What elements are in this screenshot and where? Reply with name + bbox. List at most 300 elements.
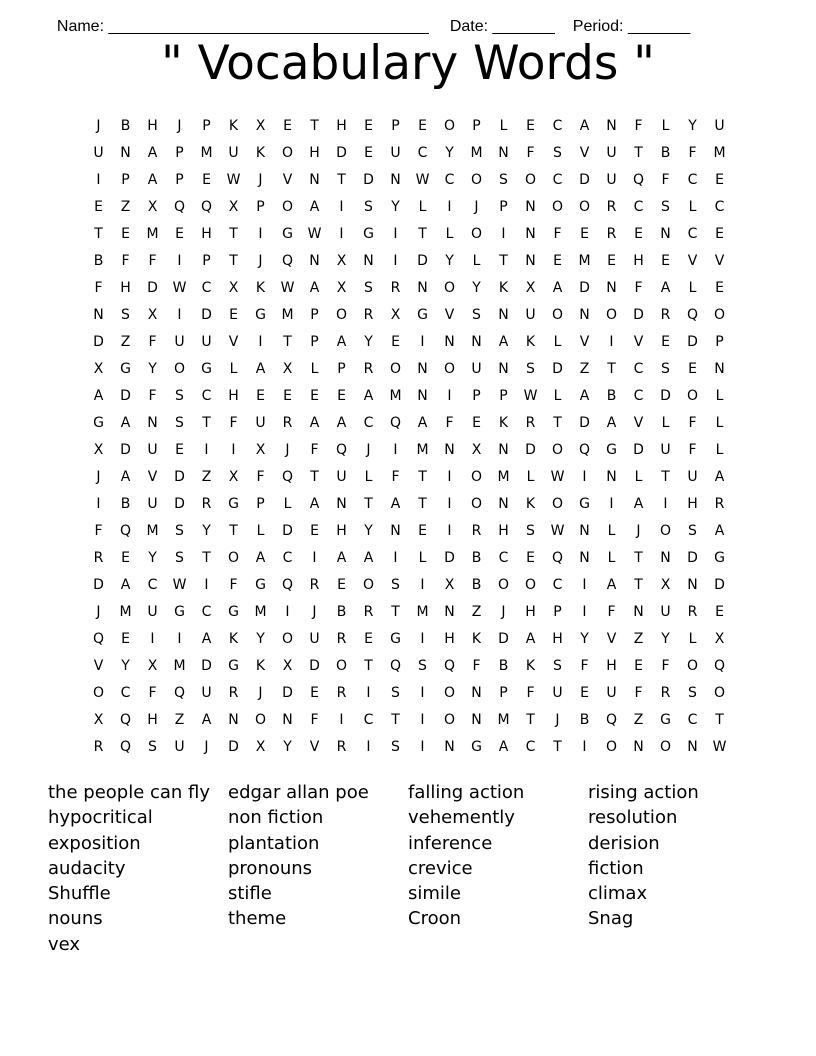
grid-letter[interactable]: M [497, 712, 510, 728]
grid-letter[interactable]: C [363, 712, 374, 728]
grid-letter[interactable]: A [579, 118, 590, 134]
grid-letter[interactable]: Y [364, 334, 373, 350]
grid-letter[interactable]: N [417, 280, 428, 296]
grid-letter[interactable]: O [389, 361, 402, 377]
grid-letter[interactable]: Y [661, 631, 670, 647]
grid-letter[interactable]: E [472, 415, 481, 431]
grid-letter[interactable]: L [418, 550, 427, 566]
grid-letter[interactable]: O [686, 388, 699, 404]
grid-letter[interactable]: I [366, 685, 371, 701]
grid-letter[interactable]: D [498, 631, 509, 647]
grid-letter[interactable]: O [92, 685, 105, 701]
grid-letter[interactable]: N [309, 172, 320, 188]
grid-letter[interactable]: E [121, 226, 130, 242]
grid-letter[interactable]: S [175, 388, 184, 404]
grid-letter[interactable]: X [255, 442, 266, 458]
grid-letter[interactable]: R [714, 496, 725, 512]
grid-letter[interactable]: S [688, 523, 697, 539]
grid-letter[interactable]: S [661, 361, 670, 377]
grid-letter[interactable]: C [552, 172, 563, 188]
grid-letter[interactable]: K [525, 658, 536, 674]
grid-letter[interactable]: A [336, 334, 347, 350]
grid-letter[interactable]: N [444, 739, 455, 755]
grid-letter[interactable]: V [633, 334, 644, 350]
grid-letter[interactable]: I [393, 253, 398, 269]
grid-letter[interactable]: X [147, 307, 158, 323]
grid-letter[interactable]: W [712, 739, 727, 755]
grid-letter[interactable]: A [525, 631, 536, 647]
grid-letter[interactable]: C [417, 145, 428, 161]
grid-letter[interactable]: E [580, 685, 589, 701]
grid-letter[interactable]: M [497, 469, 510, 485]
grid-letter[interactable]: C [498, 550, 509, 566]
grid-letter[interactable]: Z [633, 631, 644, 647]
grid-letter[interactable]: N [660, 550, 671, 566]
grid-letter[interactable]: Q [119, 739, 132, 755]
grid-letter[interactable]: T [337, 172, 346, 188]
grid-letter[interactable]: Z [201, 469, 212, 485]
grid-letter[interactable]: L [553, 334, 562, 350]
grid-letter[interactable]: E [121, 631, 130, 647]
grid-letter[interactable]: M [200, 145, 213, 161]
grid-letter[interactable]: H [444, 631, 455, 647]
grid-letter[interactable]: Q [281, 253, 294, 269]
grid-letter[interactable]: R [201, 496, 212, 512]
grid-letter[interactable]: A [660, 280, 671, 296]
grid-letter[interactable]: G [228, 496, 239, 512]
grid-letter[interactable]: Q [389, 415, 402, 431]
grid-letter[interactable]: I [420, 685, 425, 701]
grid-letter[interactable]: R [228, 685, 239, 701]
grid-letter[interactable]: Y [688, 118, 697, 134]
grid-letter[interactable]: L [661, 415, 670, 431]
grid-letter[interactable]: N [633, 739, 644, 755]
grid-letter[interactable]: B [579, 712, 590, 728]
grid-letter[interactable]: Q [92, 631, 105, 647]
grid-letter[interactable]: D [687, 550, 698, 566]
grid-letter[interactable]: Z [579, 361, 590, 377]
grid-letter[interactable]: O [551, 199, 564, 215]
grid-letter[interactable]: U [606, 145, 617, 161]
grid-letter[interactable]: P [256, 199, 265, 215]
grid-letter[interactable]: Y [121, 658, 130, 674]
grid-letter[interactable]: M [416, 442, 429, 458]
grid-letter[interactable]: I [393, 442, 398, 458]
grid-letter[interactable]: Q [389, 658, 402, 674]
grid-letter[interactable]: D [201, 307, 212, 323]
grid-letter[interactable]: A [120, 415, 131, 431]
grid-letter[interactable]: R [660, 307, 671, 323]
grid-letter[interactable]: D [174, 469, 185, 485]
grid-letter[interactable]: G [255, 577, 266, 593]
grid-letter[interactable]: X [93, 442, 104, 458]
grid-letter[interactable]: Y [148, 361, 157, 377]
grid-letter[interactable]: T [391, 712, 400, 728]
grid-letter[interactable]: T [634, 577, 643, 593]
grid-letter[interactable]: U [660, 442, 671, 458]
grid-letter[interactable]: F [607, 604, 616, 620]
grid-letter[interactable]: B [120, 496, 131, 512]
grid-letter[interactable]: L [526, 469, 535, 485]
grid-letter[interactable]: T [418, 496, 427, 512]
grid-letter[interactable]: I [177, 307, 182, 323]
grid-letter[interactable]: U [147, 496, 158, 512]
grid-letter[interactable]: U [228, 145, 239, 161]
grid-letter[interactable]: D [363, 172, 374, 188]
grid-letter[interactable]: O [443, 118, 456, 134]
grid-letter[interactable]: G [174, 604, 185, 620]
grid-letter[interactable]: J [96, 118, 101, 134]
grid-letter[interactable]: D [417, 253, 428, 269]
grid-letter[interactable]: V [282, 172, 293, 188]
grid-letter[interactable]: K [228, 118, 239, 134]
grid-letter[interactable]: D [687, 334, 698, 350]
grid-letter[interactable]: D [579, 172, 590, 188]
grid-letter[interactable]: O [686, 658, 699, 674]
grid-letter[interactable]: D [228, 739, 239, 755]
grid-letter[interactable]: Y [445, 253, 454, 269]
grid-letter[interactable]: I [447, 469, 452, 485]
grid-letter[interactable]: F [688, 442, 697, 458]
grid-letter[interactable]: N [606, 118, 617, 134]
grid-letter[interactable]: J [96, 604, 101, 620]
grid-letter[interactable]: N [390, 172, 401, 188]
grid-letter[interactable]: I [393, 226, 398, 242]
grid-letter[interactable]: K [471, 631, 482, 647]
grid-letter[interactable]: L [283, 496, 292, 512]
grid-letter[interactable]: P [499, 388, 508, 404]
grid-letter[interactable]: F [580, 658, 589, 674]
grid-letter[interactable]: E [661, 253, 670, 269]
grid-letter[interactable]: X [255, 118, 266, 134]
grid-letter[interactable]: X [147, 199, 158, 215]
grid-letter[interactable]: M [146, 226, 159, 242]
grid-letter[interactable]: T [715, 712, 724, 728]
grid-letter[interactable]: P [202, 118, 211, 134]
grid-letter[interactable]: W [280, 280, 295, 296]
grid-letter[interactable]: E [283, 118, 292, 134]
grid-letter[interactable]: P [202, 253, 211, 269]
grid-letter[interactable]: A [714, 523, 725, 539]
grid-letter[interactable]: N [606, 469, 617, 485]
grid-letter[interactable]: E [202, 172, 211, 188]
grid-letter[interactable]: D [714, 577, 725, 593]
grid-letter[interactable]: N [633, 604, 644, 620]
grid-letter[interactable]: B [93, 253, 104, 269]
grid-letter[interactable]: L [418, 199, 427, 215]
grid-letter[interactable]: O [713, 307, 726, 323]
grid-letter[interactable]: N [525, 199, 536, 215]
grid-letter[interactable]: A [363, 550, 374, 566]
grid-letter[interactable]: H [336, 118, 347, 134]
grid-letter[interactable]: Y [391, 199, 400, 215]
grid-letter[interactable]: U [201, 685, 212, 701]
grid-letter[interactable]: E [526, 118, 535, 134]
grid-letter[interactable]: N [498, 442, 509, 458]
grid-letter[interactable]: Q [119, 712, 132, 728]
name-field-label[interactable]: Name: ____________________________________ [56, 18, 429, 35]
grid-letter[interactable]: I [447, 388, 452, 404]
grid-letter[interactable]: A [498, 739, 509, 755]
grid-letter[interactable]: N [444, 334, 455, 350]
grid-letter[interactable]: F [94, 280, 103, 296]
grid-letter[interactable]: J [285, 442, 290, 458]
grid-letter[interactable]: X [471, 442, 482, 458]
grid-letter[interactable]: P [472, 388, 481, 404]
grid-letter[interactable]: D [120, 388, 131, 404]
grid-letter[interactable]: O [551, 442, 564, 458]
grid-letter[interactable]: E [310, 685, 319, 701]
grid-letter[interactable]: V [606, 631, 617, 647]
grid-letter[interactable]: I [582, 739, 587, 755]
grid-letter[interactable]: A [606, 415, 617, 431]
grid-letter[interactable]: L [688, 199, 697, 215]
grid-letter[interactable]: F [553, 226, 562, 242]
grid-letter[interactable]: S [391, 685, 400, 701]
grid-letter[interactable]: F [310, 442, 319, 458]
grid-letter[interactable]: W [415, 172, 430, 188]
grid-letter[interactable]: A [714, 469, 725, 485]
grid-letter[interactable]: D [525, 442, 536, 458]
grid-letter[interactable]: D [147, 280, 158, 296]
grid-letter[interactable]: K [498, 415, 509, 431]
grid-letter[interactable]: S [364, 280, 373, 296]
grid-letter[interactable]: T [94, 226, 103, 242]
grid-letter[interactable]: K [255, 280, 266, 296]
grid-letter[interactable]: S [688, 685, 697, 701]
grid-letter[interactable]: Y [256, 631, 265, 647]
grid-letter[interactable]: R [660, 685, 671, 701]
grid-letter[interactable]: E [337, 577, 346, 593]
grid-letter[interactable]: U [255, 415, 266, 431]
grid-letter[interactable]: X [228, 280, 239, 296]
grid-letter[interactable]: S [364, 199, 373, 215]
grid-letter[interactable]: I [177, 631, 182, 647]
grid-letter[interactable]: B [660, 145, 671, 161]
grid-letter[interactable]: X [282, 658, 293, 674]
grid-letter[interactable]: Z [633, 712, 644, 728]
grid-letter[interactable]: N [714, 361, 725, 377]
grid-letter[interactable]: C [444, 172, 455, 188]
grid-letter[interactable]: T [310, 118, 319, 134]
grid-letter[interactable]: U [201, 334, 212, 350]
grid-letter[interactable]: Q [443, 658, 456, 674]
grid-letter[interactable]: A [309, 415, 320, 431]
grid-letter[interactable]: V [147, 469, 158, 485]
grid-letter[interactable]: J [258, 253, 263, 269]
grid-letter[interactable]: E [175, 226, 184, 242]
grid-letter[interactable]: V [687, 253, 698, 269]
grid-letter[interactable]: S [526, 523, 535, 539]
grid-letter[interactable]: O [713, 685, 726, 701]
grid-letter[interactable]: C [633, 199, 644, 215]
grid-letter[interactable]: O [524, 577, 537, 593]
grid-letter[interactable]: Y [202, 523, 211, 539]
grid-letter[interactable]: I [366, 739, 371, 755]
grid-letter[interactable]: L [553, 388, 562, 404]
grid-letter[interactable]: F [445, 415, 454, 431]
grid-letter[interactable]: L [445, 226, 454, 242]
grid-letter[interactable]: U [525, 307, 536, 323]
grid-letter[interactable]: U [390, 145, 401, 161]
grid-letter[interactable]: E [418, 523, 427, 539]
grid-letter[interactable]: D [174, 496, 185, 512]
grid-letter[interactable]: G [660, 712, 671, 728]
grid-letter[interactable]: V [444, 307, 455, 323]
grid-letter[interactable]: R [282, 415, 293, 431]
grid-letter[interactable]: I [204, 577, 209, 593]
grid-letter[interactable]: N [498, 145, 509, 161]
grid-letter[interactable]: V [633, 415, 644, 431]
grid-letter[interactable]: T [202, 550, 211, 566]
grid-letter[interactable]: N [336, 496, 347, 512]
grid-letter[interactable]: I [663, 496, 668, 512]
grid-letter[interactable]: O [254, 712, 267, 728]
grid-letter[interactable]: W [523, 388, 538, 404]
grid-letter[interactable]: Q [281, 577, 294, 593]
grid-letter[interactable]: I [420, 712, 425, 728]
grid-letter[interactable]: N [660, 226, 671, 242]
grid-letter[interactable]: I [501, 226, 506, 242]
grid-letter[interactable]: X [525, 280, 536, 296]
grid-letter[interactable]: L [688, 631, 697, 647]
grid-letter[interactable]: W [172, 280, 187, 296]
grid-letter[interactable]: F [526, 145, 535, 161]
grid-letter[interactable]: E [715, 172, 724, 188]
grid-letter[interactable]: Q [605, 712, 618, 728]
grid-letter[interactable]: A [606, 577, 617, 593]
grid-letter[interactable]: S [553, 145, 562, 161]
grid-letter[interactable]: U [552, 685, 563, 701]
grid-letter[interactable]: Q [119, 523, 132, 539]
grid-letter[interactable]: N [282, 712, 293, 728]
grid-letter[interactable]: I [258, 226, 263, 242]
grid-letter[interactable]: C [687, 712, 698, 728]
grid-letter[interactable]: J [96, 469, 101, 485]
grid-letter[interactable]: D [633, 307, 644, 323]
grid-letter[interactable]: K [255, 145, 266, 161]
grid-letter[interactable]: I [285, 604, 290, 620]
grid-letter[interactable]: D [660, 388, 671, 404]
grid-letter[interactable]: M [146, 523, 159, 539]
grid-letter[interactable]: J [366, 442, 371, 458]
grid-letter[interactable]: F [148, 388, 157, 404]
grid-letter[interactable]: W [172, 577, 187, 593]
grid-letter[interactable]: A [336, 550, 347, 566]
grid-letter[interactable]: N [525, 253, 536, 269]
grid-letter[interactable]: I [420, 739, 425, 755]
grid-letter[interactable]: N [147, 415, 158, 431]
grid-letter[interactable]: F [229, 415, 238, 431]
grid-letter[interactable]: A [309, 199, 320, 215]
grid-letter[interactable]: S [175, 415, 184, 431]
grid-letter[interactable]: E [688, 361, 697, 377]
grid-letter[interactable]: L [310, 361, 319, 377]
grid-letter[interactable]: E [607, 253, 616, 269]
grid-letter[interactable]: E [364, 118, 373, 134]
grid-letter[interactable]: T [634, 550, 643, 566]
grid-letter[interactable]: O [551, 307, 564, 323]
grid-letter[interactable]: W [550, 469, 565, 485]
grid-letter[interactable]: Q [200, 199, 213, 215]
grid-letter[interactable]: T [634, 145, 643, 161]
grid-letter[interactable]: H [120, 280, 131, 296]
grid-letter[interactable]: S [553, 658, 562, 674]
grid-letter[interactable]: F [256, 469, 265, 485]
grid-letter[interactable]: P [175, 145, 184, 161]
grid-letter[interactable]: O [281, 145, 294, 161]
grid-letter[interactable]: M [173, 658, 186, 674]
grid-letter[interactable]: S [148, 739, 157, 755]
grid-letter[interactable]: F [634, 118, 643, 134]
grid-letter[interactable]: U [471, 361, 482, 377]
grid-letter[interactable]: D [579, 415, 590, 431]
grid-letter[interactable]: S [472, 307, 481, 323]
grid-letter[interactable]: U [687, 469, 698, 485]
grid-letter[interactable]: X [444, 577, 455, 593]
grid-letter[interactable]: M [119, 604, 132, 620]
grid-letter[interactable]: C [714, 199, 725, 215]
grid-letter[interactable]: P [121, 172, 130, 188]
grid-letter[interactable]: E [229, 307, 238, 323]
grid-letter[interactable]: P [472, 118, 481, 134]
grid-letter[interactable]: F [472, 658, 481, 674]
grid-letter[interactable]: E [94, 199, 103, 215]
grid-letter[interactable]: A [93, 388, 104, 404]
grid-letter[interactable]: E [283, 388, 292, 404]
grid-letter[interactable]: B [606, 388, 617, 404]
grid-letter[interactable]: L [688, 280, 697, 296]
grid-letter[interactable]: G [417, 307, 428, 323]
grid-letter[interactable]: I [339, 226, 344, 242]
grid-letter[interactable]: G [120, 361, 131, 377]
grid-letter[interactable]: H [498, 523, 509, 539]
grid-letter[interactable]: N [579, 550, 590, 566]
grid-letter[interactable]: A [147, 145, 158, 161]
grid-letter[interactable]: N [390, 523, 401, 539]
grid-letter[interactable]: P [337, 361, 346, 377]
grid-letter[interactable]: J [258, 685, 263, 701]
grid-letter[interactable]: E [634, 226, 643, 242]
grid-letter[interactable]: X [714, 631, 725, 647]
grid-letter[interactable]: J [258, 172, 263, 188]
grid-letter[interactable]: E [661, 334, 670, 350]
grid-letter[interactable]: R [390, 280, 401, 296]
grid-letter[interactable]: G [714, 550, 725, 566]
grid-letter[interactable]: R [606, 199, 617, 215]
grid-letter[interactable]: Q [578, 442, 591, 458]
grid-letter[interactable]: A [120, 469, 131, 485]
grid-letter[interactable]: J [501, 604, 506, 620]
grid-letter[interactable]: A [309, 496, 320, 512]
grid-letter[interactable]: R [687, 604, 698, 620]
grid-letter[interactable]: Q [713, 658, 726, 674]
grid-letter[interactable]: A [255, 361, 266, 377]
grid-letter[interactable]: F [148, 685, 157, 701]
grid-letter[interactable]: I [447, 523, 452, 539]
grid-letter[interactable]: C [687, 172, 698, 188]
grid-letter[interactable]: X [228, 469, 239, 485]
grid-letter[interactable]: T [391, 604, 400, 620]
grid-letter[interactable]: Q [335, 442, 348, 458]
grid-letter[interactable]: O [443, 361, 456, 377]
grid-letter[interactable]: L [634, 469, 643, 485]
grid-letter[interactable]: H [633, 253, 644, 269]
grid-letter[interactable]: U [93, 145, 104, 161]
grid-letter[interactable]: E [364, 631, 373, 647]
grid-letter[interactable]: S [175, 523, 184, 539]
grid-letter[interactable]: F [526, 685, 535, 701]
